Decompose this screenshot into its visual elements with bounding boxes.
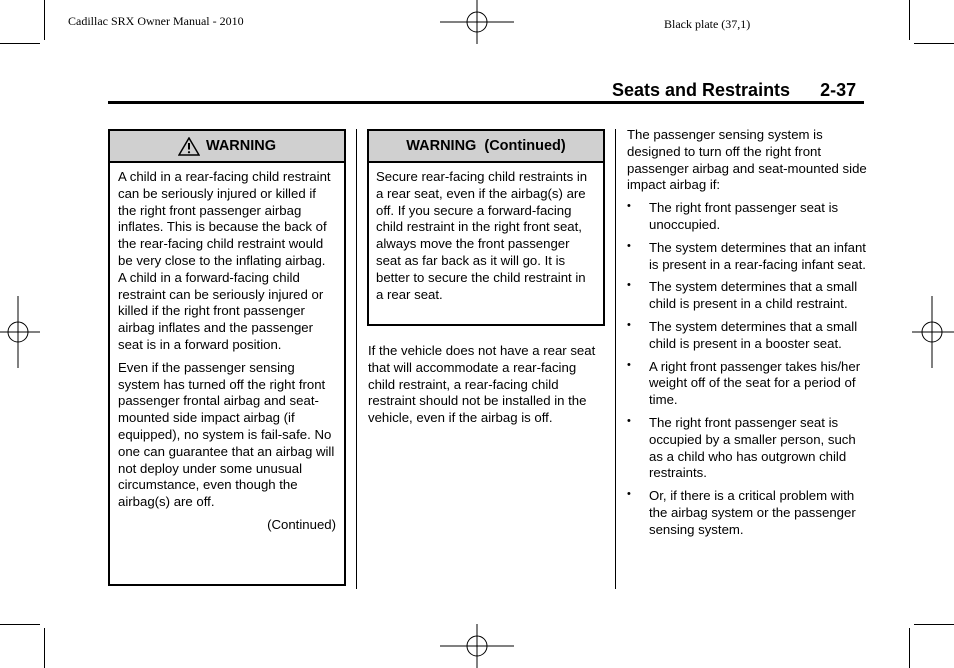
- bullet-dot-icon: •: [627, 200, 631, 213]
- bullet-item: [627, 240, 867, 274]
- bullet-dot-icon: •: [627, 488, 631, 501]
- crop-mark: [0, 624, 40, 625]
- bullet-text: The right front passenger seat is unoccupied.: [649, 200, 839, 232]
- header-rule: [108, 101, 864, 104]
- registration-mark-icon: [440, 0, 514, 44]
- column-divider: [356, 129, 357, 589]
- bullet-item: [627, 279, 867, 313]
- warning-body: [110, 163, 344, 534]
- crop-mark: [44, 0, 45, 40]
- column-3: [627, 127, 867, 545]
- registration-mark-icon: [0, 296, 40, 368]
- warning-header: [369, 131, 603, 163]
- warning-body: [369, 163, 603, 303]
- bullet-text: The system determines that an infant is present in a rear-facing infant seat.: [649, 239, 866, 272]
- bullet-text: The system determines that a small child is present in a child restraint.: [649, 279, 858, 312]
- warning-paragraph: A child in a rear-facing child restraint can be seriously injured or killed if the right front passenger airbag inflates. This is because the back of the rear-facing child restraint would be very close to the inflating airbag. A child in a forward-facing child restraint can be seriously injured or killed if the right front passenger airbag inflates and the passenger seat is in a forward position.: [118, 169, 331, 352]
- crop-mark: [909, 0, 910, 40]
- warning-header: [110, 131, 344, 163]
- bullet-item: [627, 319, 867, 353]
- warning-label: WARNING (Continued): [406, 138, 566, 154]
- body-paragraph: If the vehicle does not have a rear seat that will accommodate a rear-facing child restraint, a rear-facing child restraint should not be installed in the vehicle, even if the airbag is off.: [368, 343, 596, 426]
- section-header: [612, 80, 856, 101]
- crop-mark: [0, 43, 40, 44]
- warning-triangle-icon: [178, 137, 200, 156]
- bullet-dot-icon: •: [627, 279, 631, 292]
- warning-label: WARNING: [205, 138, 277, 154]
- column-divider: [615, 129, 616, 589]
- crop-mark: [44, 628, 45, 668]
- warning-paragraph: Even if the passenger sensing system has turned off the right front passenger frontal airbag and seat-mounted side impact airbag (if equipped), no system is fail-safe. No one can guarantee that an airbag will not deploy under some unusual circumstance, even though the airbag(s) are off.: [118, 359, 335, 510]
- bullet-text: A right front passenger takes his/her weight off of the seat for a period of time.: [649, 358, 861, 408]
- bullet-item: [627, 415, 867, 482]
- warning-paragraph: Secure rear-facing child restraints in a rear seat, even if the airbag(s) are off. If you secure a forward-facing child restraint in the right front seat, always move the front passenger seat as far back as it will go. It is better to secure the child restraint in a rear seat.: [376, 169, 588, 302]
- crop-mark: [909, 628, 910, 668]
- bullet-item: [627, 488, 867, 538]
- bullet-text: The right front passenger seat is occupied by a smaller person, such as a child who has outgrown child restraints.: [649, 414, 856, 481]
- registration-mark-icon: [912, 296, 954, 368]
- registration-mark-icon: [440, 624, 514, 668]
- section-title: Seats and Restraints: [612, 80, 791, 100]
- bullet-dot-icon: •: [627, 318, 631, 331]
- manual-title: Cadillac SRX Owner Manual - 2010: [68, 14, 244, 28]
- bullet-text: Or, if there is a critical problem with the airbag system or the passenger sensing system.: [649, 488, 856, 537]
- bullet-dot-icon: •: [627, 414, 631, 427]
- warning-box: [108, 129, 346, 586]
- bullet-dot-icon: •: [627, 358, 631, 371]
- intro-paragraph: The passenger sensing system is designed to turn off the right front passenger airbag and seat-mounted side impact airbag if:: [627, 127, 867, 193]
- page-number: 2-37: [820, 80, 857, 100]
- plate-label: Black plate (37,1): [664, 17, 751, 31]
- bullet-dot-icon: •: [627, 239, 631, 252]
- bullet-item: [627, 359, 867, 409]
- crop-mark: [914, 43, 954, 44]
- crop-mark: [914, 624, 954, 625]
- continued-label: (Continued): [267, 516, 336, 532]
- warning-continued-box: [367, 129, 605, 326]
- bullet-item: [627, 200, 867, 234]
- bullet-text: The system determines that a small child is present in a booster seat.: [649, 318, 858, 351]
- bullet-list: [627, 200, 867, 538]
